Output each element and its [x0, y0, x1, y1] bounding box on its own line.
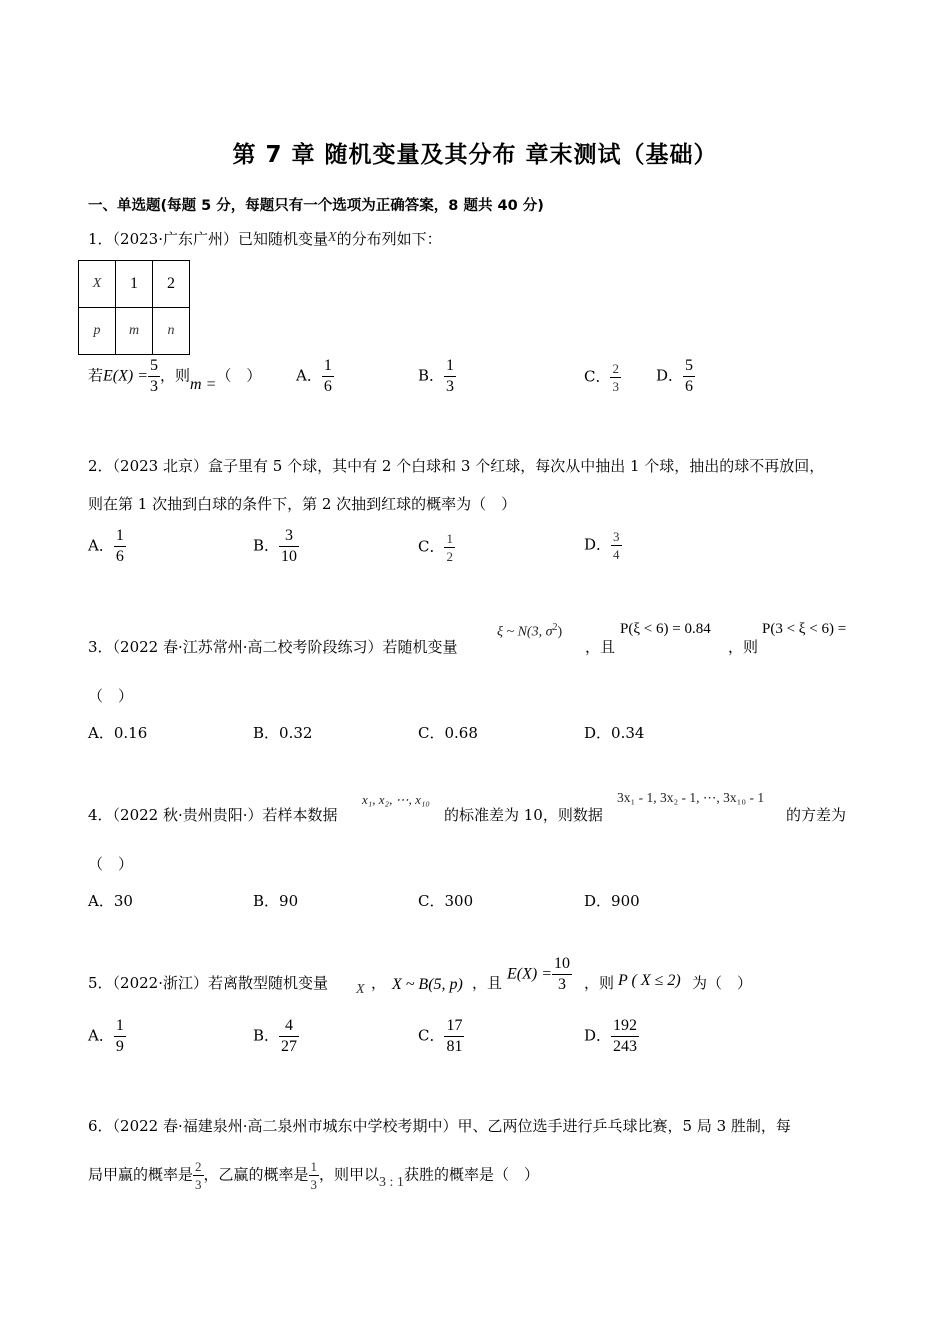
q1-expectation-fraction: $\frac{5}{3}$ — [150, 357, 159, 395]
question-1-stem: 1．（2023·广东广州）已知随机变量X的分布列如下： — [88, 230, 442, 248]
table-cell: 2 — [153, 261, 190, 308]
q1-option-b[interactable]: B． $\frac{1}{3}$ — [418, 357, 455, 395]
q5-option-d[interactable]: D． $\frac{192}{243}$ — [584, 1017, 638, 1055]
q5-probability: P ( X ≤ 2) — [618, 972, 681, 989]
table-row — [79, 261, 190, 308]
q1-option-d[interactable]: D． $\frac{5}{6}$ — [656, 357, 694, 395]
q4-option-d[interactable]: D．900 — [584, 892, 640, 910]
q3-option-c[interactable]: C．0.68 — [418, 724, 478, 742]
question-5-stem: 5．（2022·浙江）若离散型随机变量 — [88, 974, 328, 992]
q6-fraction-2: $\frac{1}{3}$ — [310, 1159, 318, 1192]
q5-expectation: E(X) = $\frac{10}{3}$ — [507, 955, 570, 993]
q1-option-c[interactable]: C． $\frac{2}{3}$ — [584, 361, 619, 394]
table-cell: 1 — [116, 261, 153, 308]
q1-m-equals: m = — [190, 375, 217, 393]
table-row — [79, 308, 190, 355]
question-6-line-1: 6．（2022 春·福建泉州·高二泉州市城东中学校考期中）甲、乙两位选手进行乒乓球比赛，5 局 3 胜制，每 — [88, 1117, 791, 1135]
q5-option-c[interactable]: C． $\frac{17}{81}$ — [418, 1017, 463, 1055]
section-heading: 一、单选题(每题 5 分，每题只有一个选项为正确答案，8 题共 40 分) — [88, 198, 544, 214]
question-3-stem: 3．（2022 春·江苏常州·高二校考阶段练习）若随机变量 — [88, 638, 458, 656]
page-title: 第 7 章 随机变量及其分布 章末测试（基础） — [232, 142, 718, 168]
table-cell: p — [79, 308, 116, 355]
q1-option-a[interactable]: A． $\frac{1}{6}$ — [296, 357, 332, 395]
q5-option-b[interactable]: B． $\frac{4}{27}$ — [253, 1017, 298, 1055]
q1-expectation: E(X) = — [103, 367, 149, 385]
q4-option-b[interactable]: B．90 — [253, 892, 299, 910]
q4-option-c[interactable]: C．300 — [418, 892, 474, 910]
q4-end-text: 的方差为 — [786, 806, 847, 824]
table-cell: X — [79, 261, 116, 308]
q2-option-b[interactable]: B． $\frac{3}{10}$ — [253, 527, 298, 565]
distribution-table — [78, 260, 190, 355]
q3-distribution: ξ ~ N(3, $\sigma^2$) — [497, 622, 563, 640]
q4-option-a[interactable]: A．30 — [88, 892, 133, 910]
q5-distribution: X ~ B(5, p) — [392, 976, 463, 993]
q2-option-c[interactable]: C． $\frac{1}{2}$ — [418, 531, 453, 564]
q5-comma: ， — [371, 974, 387, 992]
question-6-line-2: 局甲赢的概率是 $\frac{2}{3}$ ，乙赢的概率是 $\frac{1}{3}$ ，则甲以3 : 1获胜的概率是（ ） — [88, 1159, 539, 1192]
q4-answer-paren: （ ） — [88, 855, 134, 873]
table-cell: m — [116, 308, 153, 355]
q3-probability-2: P(3 < ξ < 6) = — [762, 621, 847, 637]
question-2-line-1: 2．（2023 北京）盒子里有 5 个球，其中有 2 个白球和 3 个红球，每次从中抽出 1 个球，抽出的球不再放回， — [88, 457, 825, 475]
q3-probability-1: P(ξ < 6) = 0.84 — [620, 621, 711, 637]
question-4-stem: 4．（2022 秋·贵州贵阳·）若样本数据 — [88, 806, 338, 824]
q3-option-a[interactable]: A．0.16 — [88, 724, 148, 742]
q3-option-d[interactable]: D．0.34 — [584, 724, 645, 742]
question-2-line-2: 则在第 1 次抽到白球的条件下，第 2 次抽到红球的概率为（ ） — [88, 495, 517, 513]
question-1-condition: 若E(X) = $\frac{5}{3}$ ，则m =（ ） — [88, 357, 262, 395]
q3-connector-1: ，且 — [585, 638, 616, 656]
q2-option-d[interactable]: D． $\frac{3}{4}$ — [584, 529, 620, 562]
q3-option-b[interactable]: B．0.32 — [253, 724, 313, 742]
q5-connector-1: ，且 — [472, 974, 503, 992]
q4-transformed-data: 3x₁ - 1, 3x₂ - 1, ⋯, 3x₁₀ - 1 — [617, 790, 765, 805]
q3-connector-2: ，则 — [728, 638, 759, 656]
q6-fraction-1: $\frac{2}{3}$ — [195, 1159, 202, 1192]
q2-option-a[interactable]: A． $\frac{1}{6}$ — [88, 527, 124, 565]
q5-connector-2: ，则 — [584, 974, 615, 992]
q3-answer-paren: （ ） — [88, 687, 134, 705]
q4-middle-text: 的标准差为 10，则数据 — [444, 806, 603, 824]
q5-variable: X — [356, 982, 365, 997]
q4-sample-data: x₁, x₂, ⋯, x₁₀ — [362, 792, 430, 807]
table-cell: n — [153, 308, 190, 355]
q5-end-text: 为（ ） — [692, 974, 753, 992]
q1-variable: X — [328, 230, 337, 245]
q5-option-a[interactable]: A． $\frac{1}{9}$ — [88, 1017, 124, 1055]
q6-ratio: 3 : 1 — [379, 1174, 404, 1190]
